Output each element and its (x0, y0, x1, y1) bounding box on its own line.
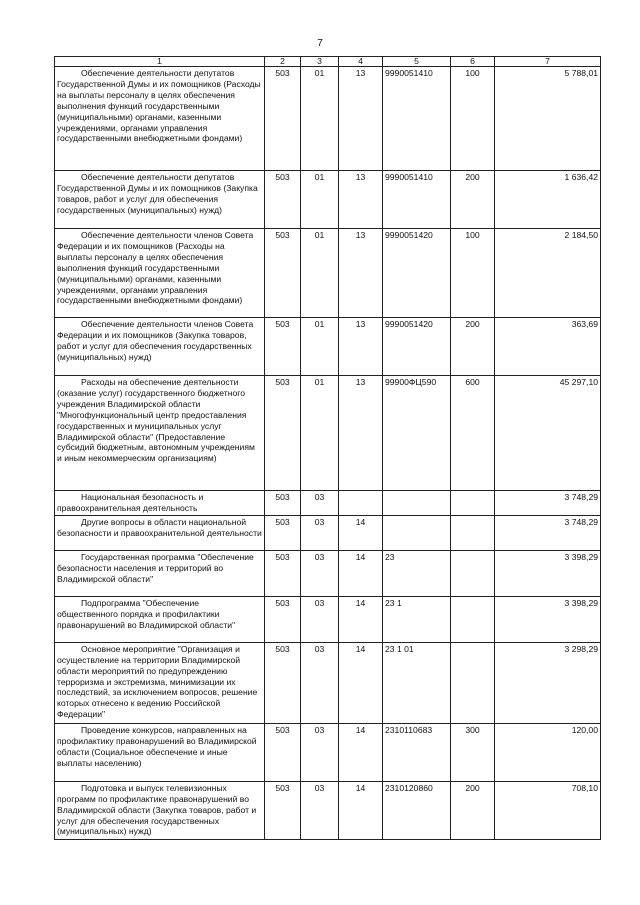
row-col-3: 01 (301, 229, 339, 318)
row-col-6 (451, 596, 495, 642)
header-col-6: 6 (451, 57, 495, 67)
row-name: Обеспечение деятельности членов Совета Федерации и их помощников (Закупка товаров, работ и услуг для обеспечения государственных (муниципальных) нужд) (55, 318, 265, 376)
row-col-3: 03 (301, 550, 339, 596)
row-amount: 5 788,01 (495, 67, 601, 171)
header-col-2: 2 (265, 57, 301, 67)
table-row (55, 67, 601, 171)
row-col-5: 23 1 01 (383, 642, 451, 723)
row-col-3: 03 (301, 515, 339, 550)
row-col-4: 14 (339, 642, 383, 723)
row-col-6: 100 (451, 229, 495, 318)
table-row (55, 781, 601, 839)
table-row (55, 491, 601, 516)
row-col-2: 503 (265, 67, 301, 171)
row-amount: 3 398,29 (495, 596, 601, 642)
row-col-3: 01 (301, 171, 339, 229)
table-row (55, 515, 601, 550)
row-col-3: 01 (301, 318, 339, 376)
row-col-5: 2310110683 (383, 723, 451, 781)
row-name: Проведение конкурсов, направленных на профилактику правонарушений во Владимирской области (Социальное обеспечение и иные выплаты населению) (55, 723, 265, 781)
row-col-6: 200 (451, 781, 495, 839)
row-col-3: 03 (301, 642, 339, 723)
row-col-6 (451, 550, 495, 596)
row-col-6 (451, 515, 495, 550)
row-name: Обеспечение деятельности депутатов Государственной Думы и их помощников (Закупка товаров, работ и услуг для обеспечения государственных (муниципальных) нужд) (55, 171, 265, 229)
header-col-3: 3 (301, 57, 339, 67)
table-row (55, 642, 601, 723)
row-amount: 45 297,10 (495, 376, 601, 491)
row-col-4: 13 (339, 229, 383, 318)
row-col-2: 503 (265, 781, 301, 839)
row-col-2: 503 (265, 229, 301, 318)
row-col-6 (451, 491, 495, 516)
row-col-4: 13 (339, 318, 383, 376)
table-row (55, 723, 601, 781)
row-col-2: 503 (265, 642, 301, 723)
row-name: Основное мероприятие "Организация и осуществление на территории Владимирской области мероприятий по предупреждению терроризма и экстремизма, минимизации их последствий, за исключением вопросов, решение которых отнесено к ведению Российской Федерации" (55, 642, 265, 723)
page-number: 7 (317, 38, 323, 49)
row-col-3: 03 (301, 723, 339, 781)
header-col-7: 7 (495, 57, 601, 67)
row-amount: 1 636,42 (495, 171, 601, 229)
row-col-6: 100 (451, 67, 495, 171)
row-col-6: 600 (451, 376, 495, 491)
row-col-2: 503 (265, 491, 301, 516)
row-col-2: 503 (265, 515, 301, 550)
row-col-4: 13 (339, 376, 383, 491)
row-col-3: 01 (301, 67, 339, 171)
row-amount: 2 184,50 (495, 229, 601, 318)
row-col-3: 03 (301, 491, 339, 516)
row-col-5: 23 (383, 550, 451, 596)
row-col-5: 9990051420 (383, 318, 451, 376)
row-col-4: 13 (339, 171, 383, 229)
header-col-5: 5 (383, 57, 451, 67)
row-col-2: 503 (265, 171, 301, 229)
row-col-5: 9990051420 (383, 229, 451, 318)
row-amount: 708,10 (495, 781, 601, 839)
row-col-6 (451, 642, 495, 723)
row-col-4: 13 (339, 67, 383, 171)
header-col-1: 1 (55, 57, 265, 67)
row-col-4: 14 (339, 781, 383, 839)
row-col-3: 01 (301, 376, 339, 491)
row-name: Подпрограмма "Обеспечение общественного порядка и профилактики правонарушений во Владимирской области" (55, 596, 265, 642)
row-col-5 (383, 515, 451, 550)
table-row (55, 596, 601, 642)
row-col-5: 9990051410 (383, 171, 451, 229)
budget-table (54, 56, 601, 840)
row-col-3: 03 (301, 781, 339, 839)
row-amount: 3 398,29 (495, 550, 601, 596)
row-col-6: 200 (451, 318, 495, 376)
row-col-6: 200 (451, 171, 495, 229)
row-amount: 3 748,29 (495, 515, 601, 550)
row-name: Обеспечение деятельности депутатов Государственной Думы и их помощников (Расходы на выплаты персоналу в целях обеспечения выполнения функций государственными (муниципальными) органами, казенными учреждениями, органами управления государственными внебюджетными фондами) (55, 67, 265, 171)
row-col-6: 300 (451, 723, 495, 781)
row-amount: 120,00 (495, 723, 601, 781)
row-col-5 (383, 491, 451, 516)
row-name: Другие вопросы в области национальной безопасности и правоохранительной деятельности (55, 515, 265, 550)
row-amount: 363,69 (495, 318, 601, 376)
row-col-4: 14 (339, 550, 383, 596)
row-col-5: 23 1 (383, 596, 451, 642)
row-name: Национальная безопасность и правоохранительная деятельность (55, 491, 265, 516)
table-row (55, 229, 601, 318)
row-col-2: 503 (265, 550, 301, 596)
row-col-3: 03 (301, 596, 339, 642)
row-name: Обеспечение деятельности членов Совета Федерации и их помощников (Расходы на выплаты персоналу в целях обеспечения выполнения функций государственными (муниципальными) органами, казенными учреждениями, органами управления государственными внебюджетными фондами) (55, 229, 265, 318)
table-row (55, 550, 601, 596)
row-name: Государственная программа "Обеспечение безопасности населения и территорий во Владимирской области" (55, 550, 265, 596)
row-col-4: 14 (339, 596, 383, 642)
header-col-4: 4 (339, 57, 383, 67)
row-col-5: 9990051410 (383, 67, 451, 171)
table-row (55, 318, 601, 376)
row-col-2: 503 (265, 318, 301, 376)
row-col-4: 14 (339, 515, 383, 550)
row-col-2: 503 (265, 596, 301, 642)
table-row (55, 171, 601, 229)
row-name: Расходы на обеспечение деятельности (оказание услуг) государственного бюджетного учреждения Владимирской области "Многофункциональный центр предоставления государственных и муниципальных услуг Владимирской области" (Предоставление субсидий бюджетным, автономным учреждениям и иным некоммерческим организациям) (55, 376, 265, 491)
header-row (55, 57, 601, 67)
row-name: Подготовка и выпуск телевизионных программ по профилактике правонарушений во Владимирской области (Закупка товаров, работ и услуг для обеспечения государственных (муниципальных) нужд) (55, 781, 265, 839)
row-col-2: 503 (265, 376, 301, 491)
row-col-4: 14 (339, 723, 383, 781)
row-amount: 3 748,29 (495, 491, 601, 516)
table-row (55, 376, 601, 491)
row-col-5: 2310120860 (383, 781, 451, 839)
row-amount: 3 298,29 (495, 642, 601, 723)
row-col-4 (339, 491, 383, 516)
row-col-2: 503 (265, 723, 301, 781)
row-col-5: 99900ФЦ590 (383, 376, 451, 491)
